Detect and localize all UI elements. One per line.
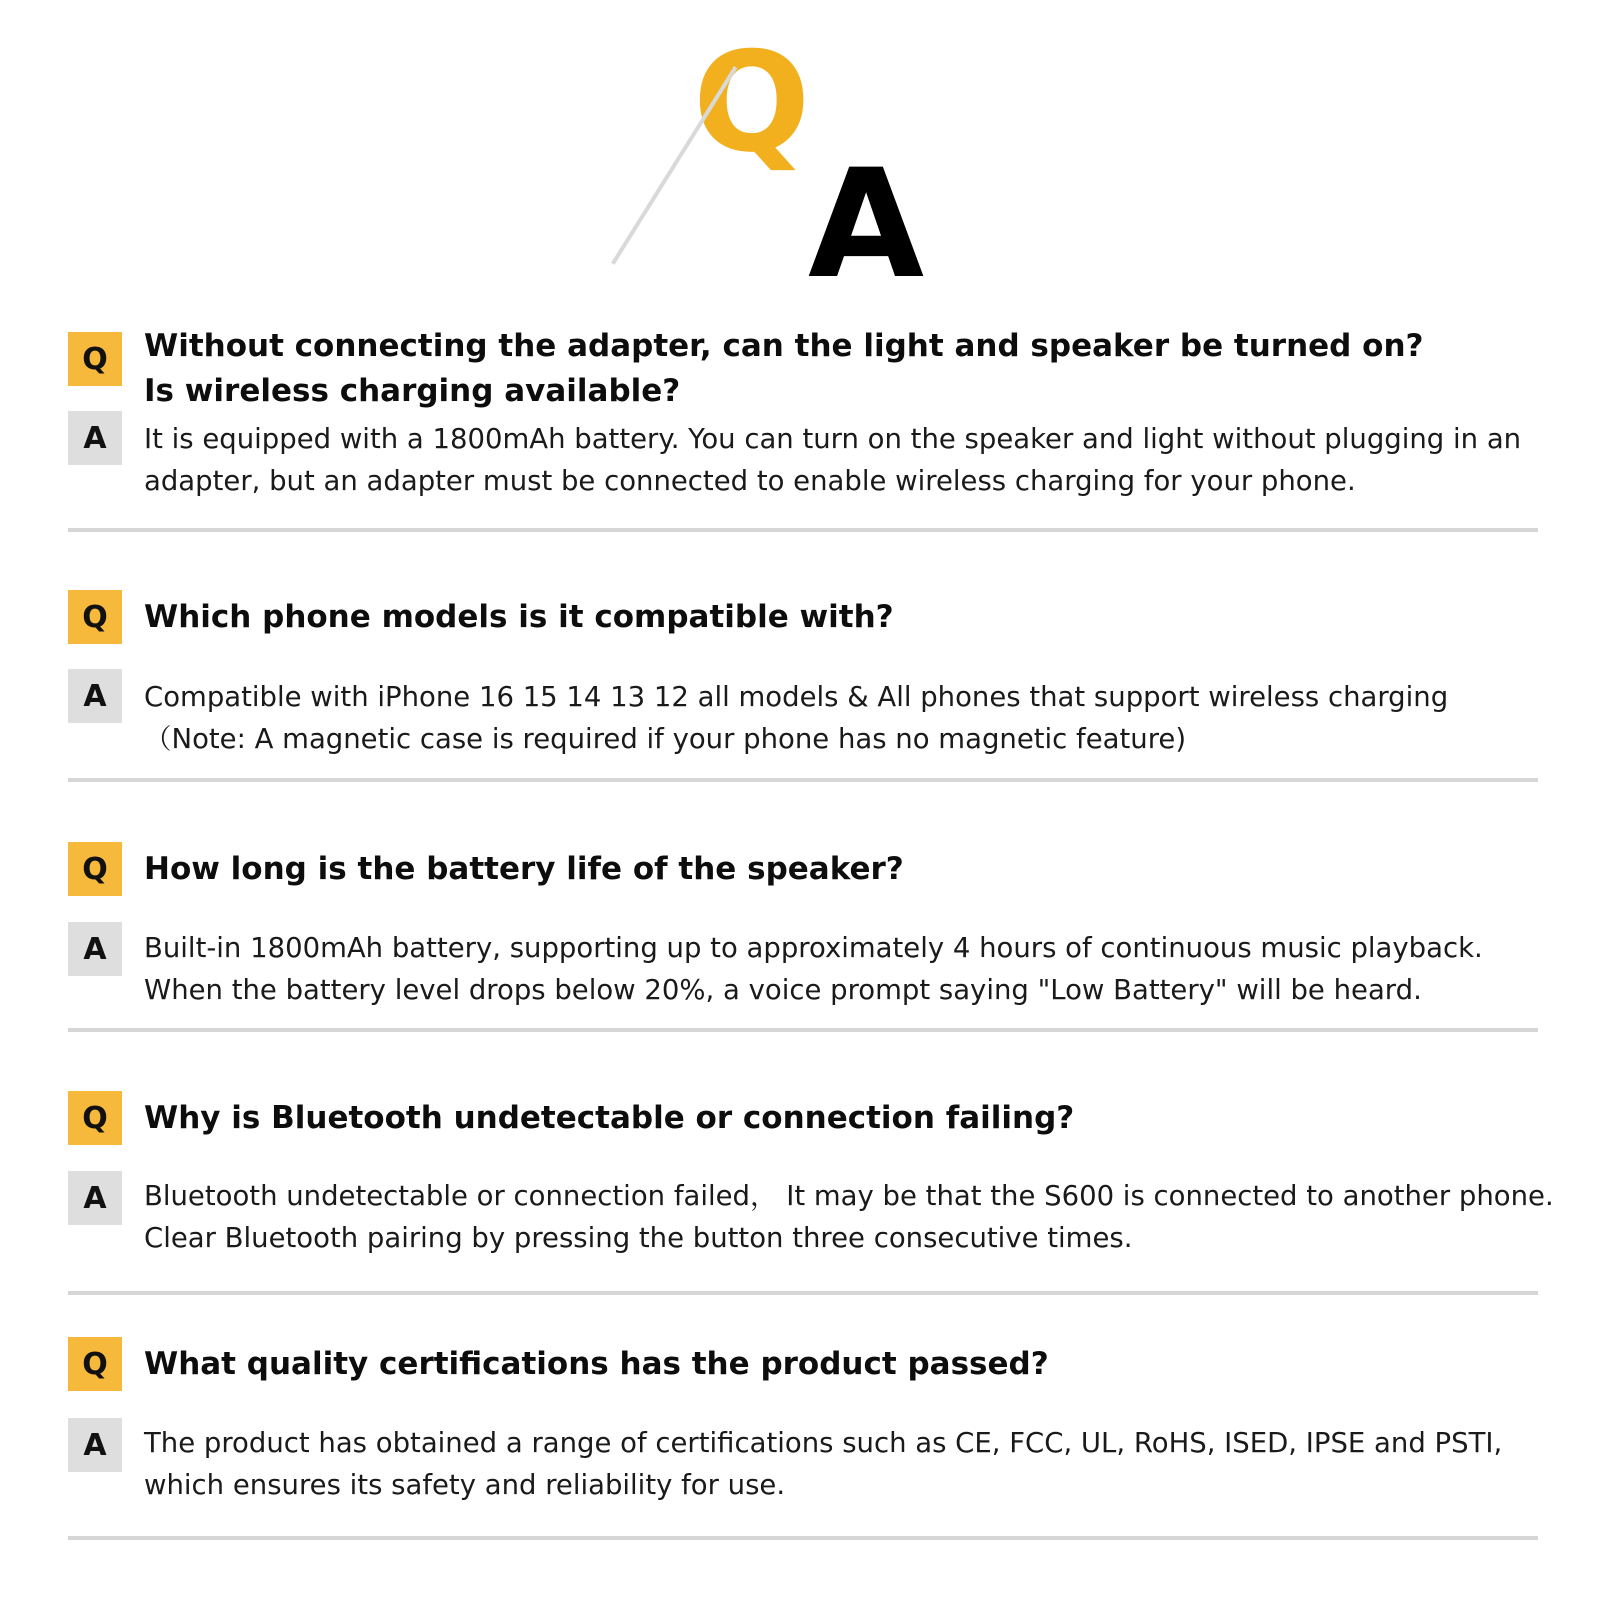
answer-line: Compatible with iPhone 16 15 14 13 12 all models & All phones that support wireless charging [144, 681, 1449, 713]
question-line: Which phone models is it compatible with? [144, 599, 894, 635]
answer-text [144, 1422, 1544, 1506]
answer-badge: A [68, 669, 122, 723]
divider [68, 528, 1538, 532]
qa-logo [0, 0, 1600, 310]
answer-text [144, 676, 1544, 760]
question-badge: Q [68, 332, 122, 386]
question-badge: Q [68, 1337, 122, 1391]
answer-badge: A [68, 922, 122, 976]
divider [68, 1028, 1538, 1032]
question-text [144, 1096, 1544, 1141]
question-text [144, 1342, 1544, 1387]
question-badge: Q [68, 842, 122, 896]
question-line: Without connecting the adapter, can the light and speaker be turned on? [144, 328, 1424, 364]
answer-badge: A [68, 1418, 122, 1472]
answer-line: The product has obtained a range of certifications such as CE, FCC, UL, RoHS, ISED, IPSE and PSTI, [144, 1427, 1503, 1459]
divider [68, 1536, 1538, 1540]
answer-line: Bluetooth undetectable or connection failed， It may be that the S600 is connected to another phone. [144, 1180, 1554, 1212]
answer-line: It is equipped with a 1800mAh battery. You can turn on the speaker and light without plugging in an [144, 423, 1522, 455]
answer-text [144, 1175, 1554, 1259]
answer-line: When the battery level drops below 20%, a voice prompt saying "Low Battery" will be heard. [144, 974, 1422, 1006]
answer-badge: A [68, 1171, 122, 1225]
answer-line: （Note: A magnetic case is required if your phone has no magnetic feature) [144, 723, 1187, 755]
divider [68, 1291, 1538, 1295]
answer-text [144, 927, 1544, 1011]
question-line: What quality certifications has the product passed? [144, 1346, 1049, 1382]
question-badge: Q [68, 1091, 122, 1145]
logo-q-letter: Q [693, 22, 811, 183]
question-line: How long is the battery life of the speaker? [144, 851, 904, 887]
divider [68, 778, 1538, 782]
question-text [144, 324, 1544, 414]
question-line: Why is Bluetooth undetectable or connection failing? [144, 1100, 1075, 1136]
answer-line: Built-in 1800mAh battery, supporting up to approximately 4 hours of continuous music playback. [144, 932, 1483, 964]
answer-line: adapter, but an adapter must be connected to enable wireless charging for your phone. [144, 465, 1356, 497]
question-badge: Q [68, 590, 122, 644]
answer-badge: A [68, 411, 122, 465]
answer-line: which ensures its safety and reliability for use. [144, 1469, 786, 1501]
question-text [144, 847, 1544, 892]
answer-text [144, 418, 1544, 502]
logo-a-letter: A [808, 138, 925, 312]
question-text [144, 595, 1544, 640]
question-line: Is wireless charging available? [144, 373, 681, 409]
answer-line: Clear Bluetooth pairing by pressing the button three consecutive times. [144, 1222, 1133, 1254]
